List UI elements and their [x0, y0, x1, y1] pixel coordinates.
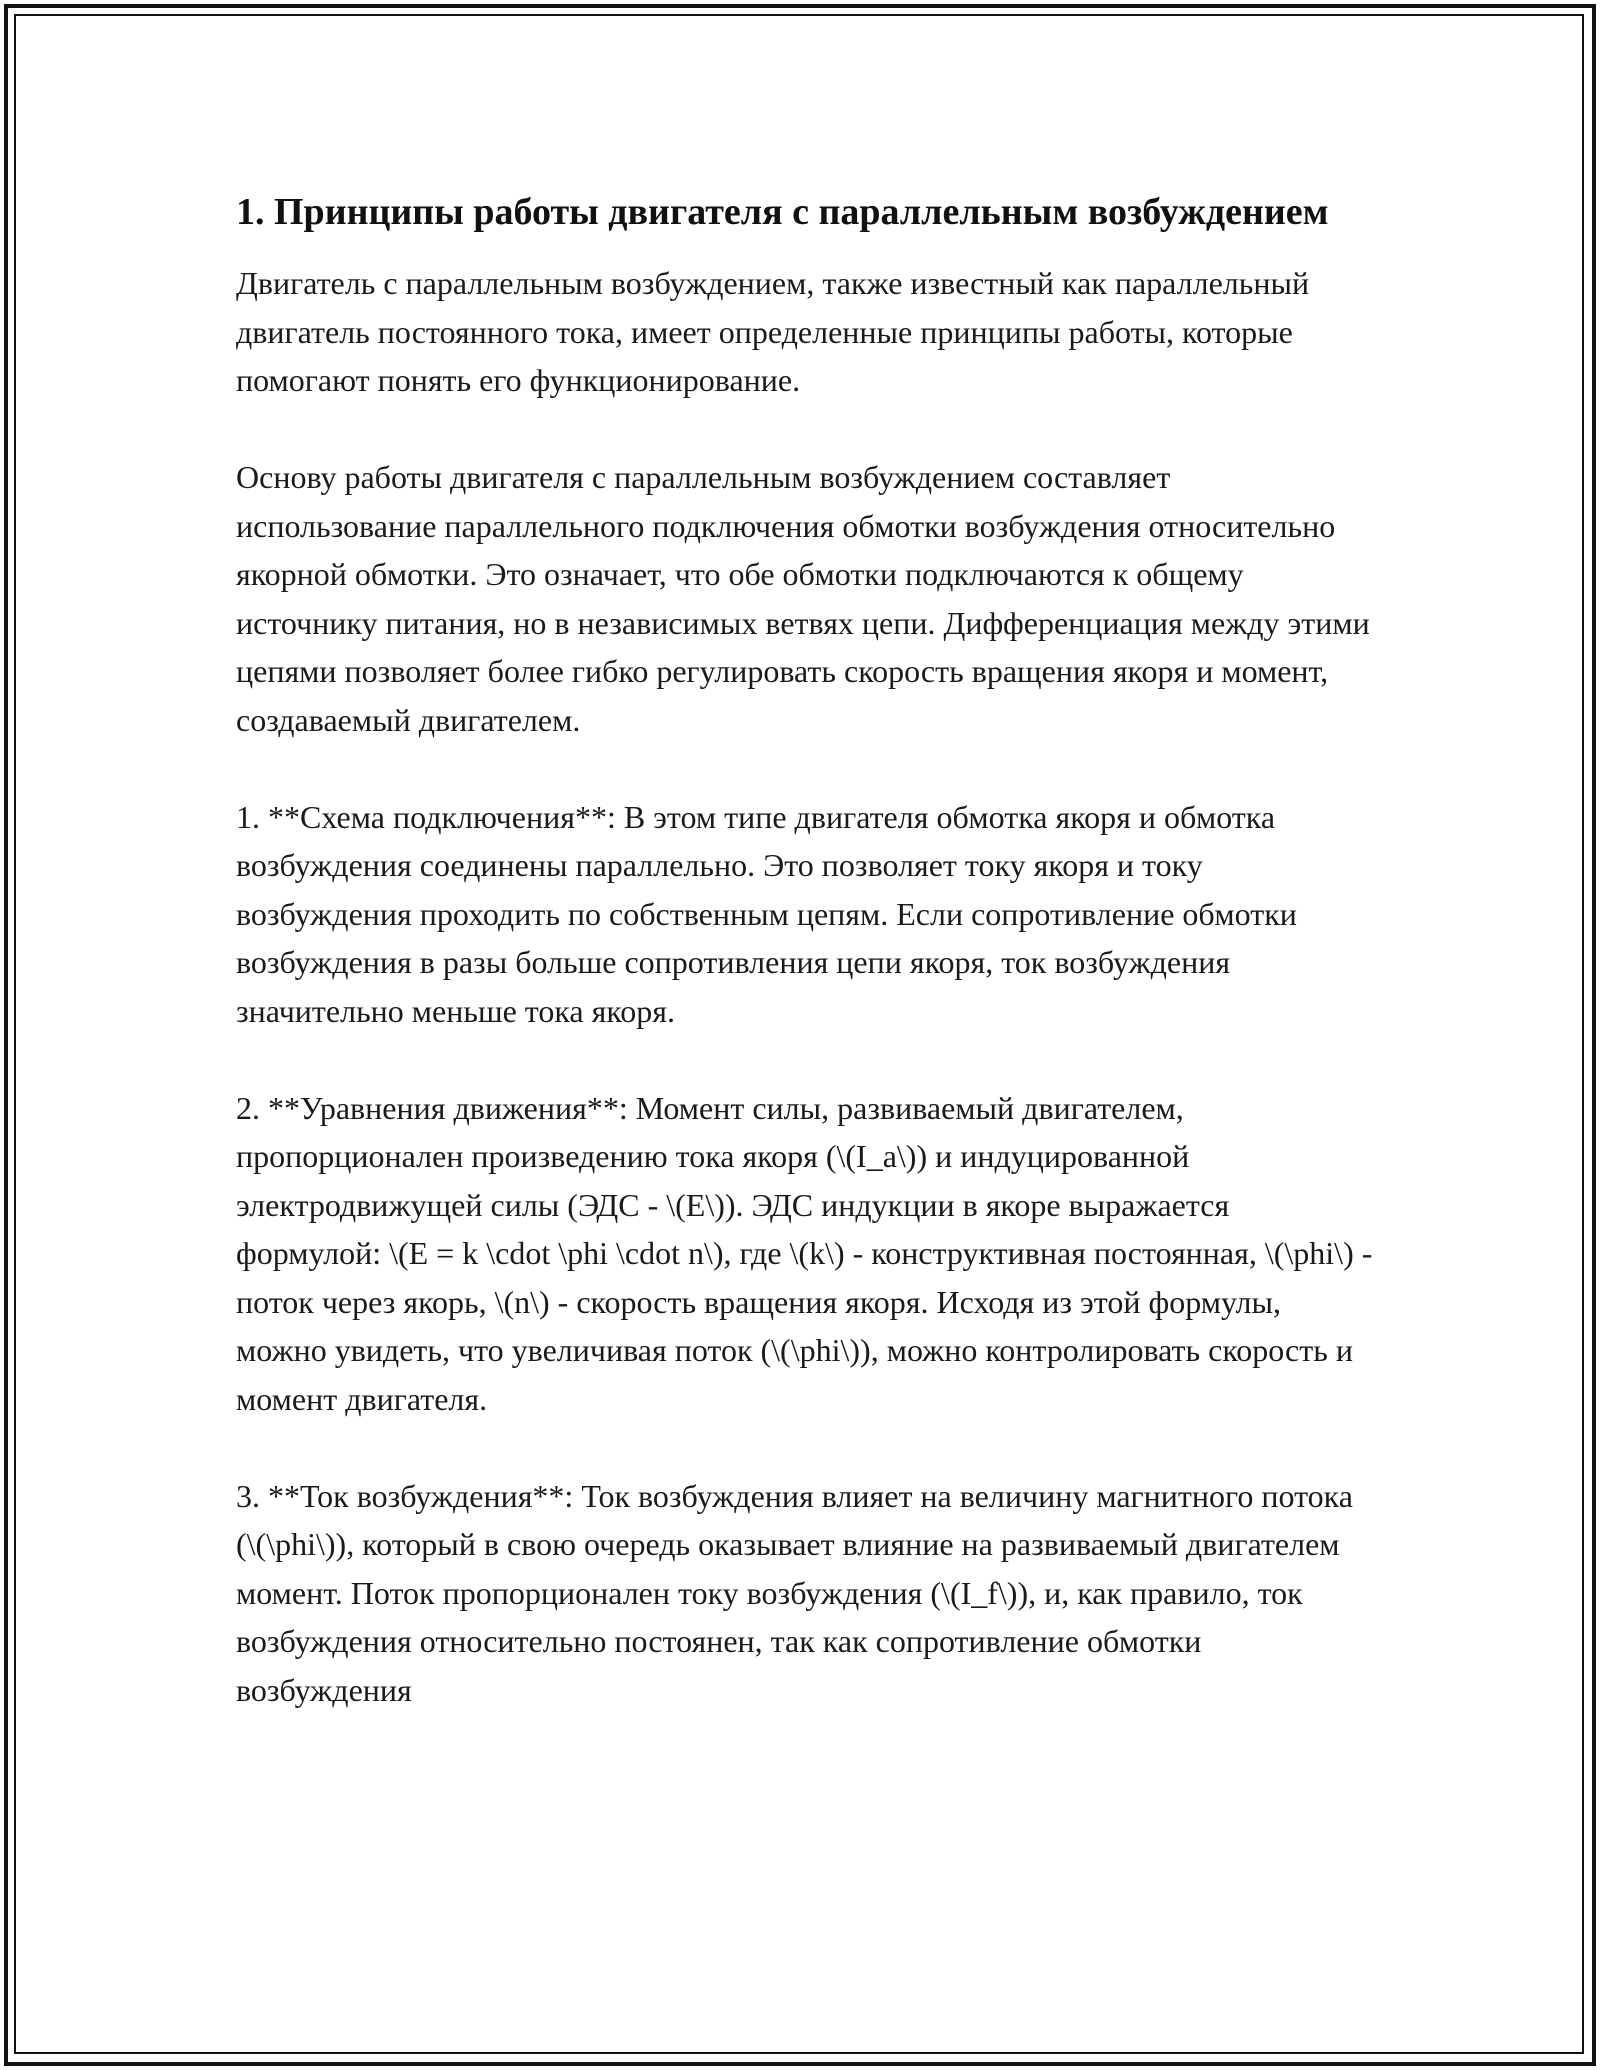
document-title: 1. Принципы работы двигателя с параллельным возбуждением — [236, 191, 1329, 233]
document-page — [236, 185, 1376, 1763]
paragraph-motion-equations: 2. **Уравнения движения**: Момент силы, развиваемый двигателем, пропорционален произведению тока якоря (\(I_a\)) и индуцированной электродвижущей силы (ЭДС - \(E\)). ЭДС индукции в якоре выражается формулой: \(E = k \cdot \phi \cdot n\), где \(k\) - конструктивная постоянная, \(\phi\) - поток через якорь, \(n\) - скорость вращения якоря. Исходя из этой формулы, можно увидеть, что увеличивая поток (\(\phi\)), можно контролировать скорость и момент двигателя. — [236, 1089, 1373, 1417]
paragraph-intro: Двигатель с параллельным возбуждением, также известный как параллельный двигатель постоянного тока, имеет определенные принципы работы, которые помогают понять его функционирование. — [236, 265, 1310, 398]
paragraph-excitation-current: 3. **Ток возбуждения**: Ток возбуждения влияет на величину магнитного потока (\(\phi\)), который в свою очередь оказывает влияние на развиваемый двигателем момент. Поток пропорционален току возбуждения (\(I_f\)), и, как правило, ток возбуждения относительно постоянен, так как сопротивление обмотки возбуждения — [236, 1477, 1353, 1708]
paragraph-connection-scheme: 1. **Схема подключения**: В этом типе двигателя обмотка якоря и обмотка возбуждения соединены параллельно. Это позволяет току якоря и току возбуждения проходить по собственным цепям. Если сопротивление обмотки возбуждения в разы больше сопротивления цепи якоря, ток возбуждения значительно меньше тока якоря. — [236, 798, 1297, 1029]
paragraph-basis: Основу работы двигателя с параллельным возбуждением составляет использование параллельного подключения обмотки возбуждения относительно якорной обмотки. Это означает, что обе обмотки подключаются к общему источнику питания, но в независимых ветвях цепи. Дифференциация между этими цепями позволяет более гибко регулировать скорость вращения якоря и момент, создаваемый двигателем. — [236, 459, 1370, 738]
